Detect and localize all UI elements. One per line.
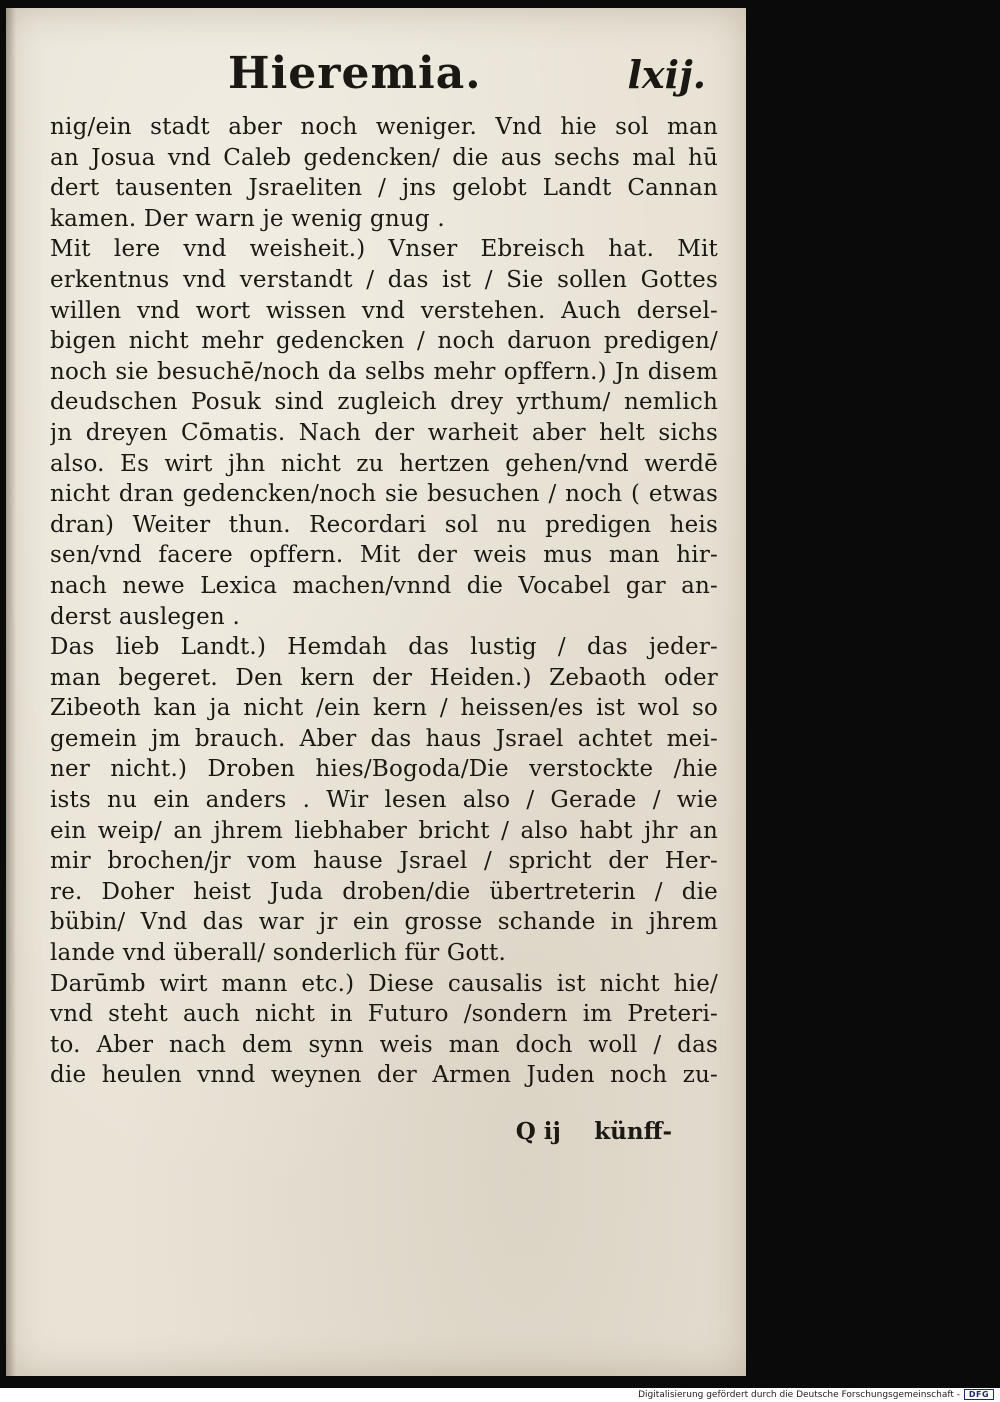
text-line: man begeret. Den kern der Heiden.) Zebaoth oder: [50, 664, 718, 691]
folio-number: lxij.: [627, 52, 706, 97]
text-line: ner nicht.) Droben hies/Bogoda/Die verstockte /hie: [50, 756, 718, 783]
text-line: bigen nicht mehr gedencken / noch daruon predigen/: [50, 328, 718, 355]
text-line: nig/ein stadt aber noch weniger. Vnd hie sol man: [50, 114, 718, 140]
text-line: die heulen vnnd weynen der Armen Juden noch zu-: [50, 1062, 718, 1089]
text-line: Das lieb Landt.) Hemdah das lustig / das jeder-: [50, 634, 718, 661]
text-line: kamen. Der warn je wenig gnug .: [50, 205, 445, 232]
text-line: Darūmb wirt mann etc.) Diese causalis ist nicht hie/: [50, 970, 718, 997]
text-line: gemein jm brauch. Aber das haus Jsrael achtet mei-: [50, 725, 718, 752]
text-line: willen vnd wort wissen vnd verstehen. Auch dersel-: [50, 297, 718, 324]
running-title: Hieremia.: [228, 48, 482, 99]
book-page: [6, 8, 746, 1376]
text-line: an Josua vnd Caleb gedencken/ die aus sechs mal hū: [50, 144, 718, 171]
text-line: ein weip/ an jhrem liebhaber bricht / also habt jhr an: [50, 817, 718, 844]
running-head: [228, 48, 708, 108]
text-line: ists nu ein anders . Wir lesen also / Gerade / wie: [50, 787, 718, 814]
dfg-logo: DFG: [964, 1389, 994, 1400]
text-line: mir brochen/jr vom hause Jsrael / spricht der Her-: [50, 848, 718, 875]
text-line: Zibeoth kan ja nicht /ein kern / heissen/es ist wol so: [50, 695, 718, 722]
signature-mark: Q ij: [515, 1118, 561, 1145]
catchword: künff-: [594, 1118, 672, 1145]
text-line: lande vnd überall/ sonderlich für Gott.: [50, 940, 506, 967]
text-line: also. Es wirt jhn nicht zu hertzen gehen/vnd werdē: [50, 450, 718, 477]
text-line: nicht dran gedencken/noch sie besuchen / noch ( etwas: [50, 481, 718, 508]
text-line: deudschen Posuk sind zugleich drey yrthum/ nemlich: [50, 389, 718, 416]
text-line: dran) Weiter thun. Recordari sol nu predigen heis: [50, 511, 718, 538]
text-line: to. Aber nach dem synn weis man doch woll / das: [50, 1031, 718, 1058]
text-line: vnd steht auch nicht in Futuro /sondern im Preteri-: [50, 1001, 718, 1028]
text-line: Mit lere vnd weisheit.) Vnser Ebreisch hat. Mit: [50, 236, 718, 263]
page-footer: [6, 1118, 672, 1145]
text-line: bübin/ Vnd das war jr ein grosse schande in jhrem: [50, 909, 718, 936]
credit-text: Digitalisierung gefördert durch die Deutsche Forschungsgemeinschaft -: [638, 1390, 960, 1400]
text-block: [50, 112, 718, 1091]
text-line: jn dreyen Cōmatis. Nach der warheit aber helt sichs: [50, 419, 718, 446]
text-line: dert tausenten Jsraeliten / jns gelobt Landt Cannan: [50, 175, 718, 202]
text-line: sen/vnd facere opffern. Mit der weis mus man hir-: [50, 542, 718, 569]
text-line: derst auslegen .: [50, 603, 240, 630]
page-gutter-shadow: [6, 8, 16, 1376]
text-line: noch sie besuchē/noch da selbs mehr opffern.) Jn disem: [50, 358, 718, 385]
text-line: re. Doher heist Juda droben/die übertreterin / die: [50, 878, 718, 905]
text-line: erkentnus vnd verstandt / das ist / Sie sollen Gottes: [50, 266, 718, 293]
credit-bar: [0, 1388, 1000, 1402]
text-line: nach newe Lexica machen/vnnd die Vocabel gar an-: [50, 572, 718, 599]
